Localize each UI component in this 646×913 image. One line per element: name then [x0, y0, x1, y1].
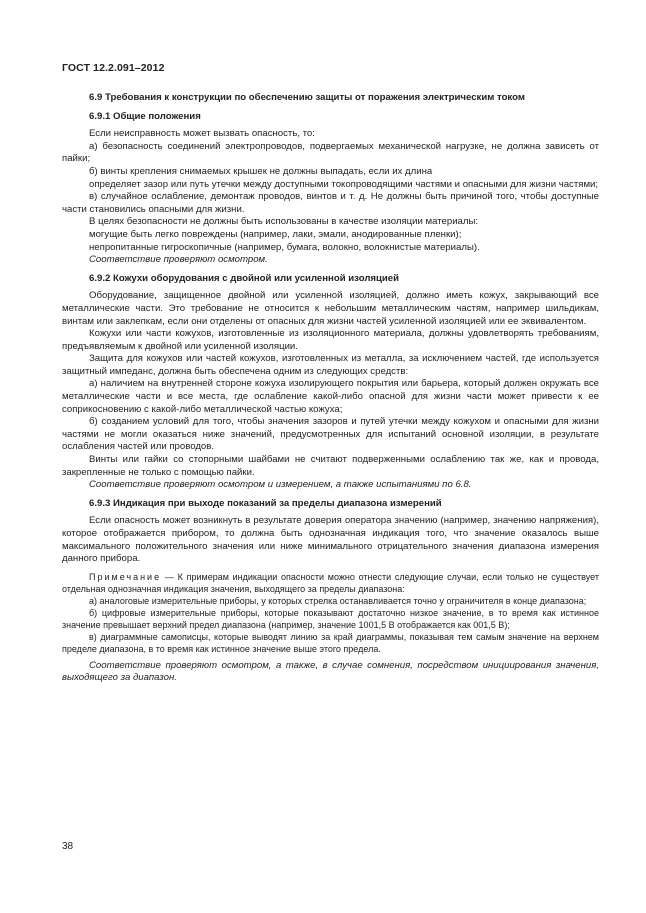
note-item: б) цифровые измерительные приборы, которые показывают достаточно низкое значение, в то время как истинное значение превышает верхний предел диапазона (например, значение 1001,5 В отображается как 001,5 В); [62, 607, 599, 630]
compliance-note: Соответствие проверяют осмотром, а также, в случае сомнения, посредством инициирования значения, выходящего за диапазон. [62, 659, 599, 684]
section-6-9-2-body [62, 290, 599, 492]
page-content [62, 86, 599, 685]
paragraph: а) наличием на внутренней стороне кожуха изолирующего покрытия или барьера, который должен окружать все металлические части и все места, где ослабление какой-либо опасной для жизни части может привести к ее соприкосновению с какой-либо металлической частью кожуха; [62, 378, 599, 415]
paragraph: непропитанные гигроскопичные (например, бумага, волокно, волокнистые материалы). [89, 241, 480, 253]
note-block [62, 571, 599, 655]
note-label: Примечание [89, 571, 162, 582]
paragraph: а) безопасность соединений электропроводов, подвергаемых механической нагрузке, не должна зависеть от пайки; [62, 140, 599, 165]
section-6-9-3-title: 6.9.3 Индикация при выходе показаний за пределы диапазона измерений [89, 497, 442, 509]
paragraph: Кожухи или части кожухов, изготовленные из изоляционного материала, должны удовлетворять требованиям, предъявляемым к двойной или усиленной изоляции. [62, 328, 599, 352]
note-item: а) аналоговые измерительные приборы, у которых стрелка останавливается точно у ограничителя в конце диапазона; [89, 595, 587, 606]
paragraph: Винты или гайки со стопорными шайбами не считают подверженными ослаблению так же, как и провода, закрепленные не только с помощью пайки. [62, 454, 599, 478]
section-6-9-1-body [62, 128, 599, 267]
section-6-9-3-body [62, 515, 599, 685]
note-text: — К примерам индикации опасности можно отнести следующие случаи, если только не существует отдельная однозначная индикация значения, выходящего за пределы диапазона: [62, 571, 599, 594]
paragraph: в) случайное ослабление, демонтаж проводов, винтов и т. д. Не должны быть причиной того, чтобы доступные части становились опасными для жизни. [62, 191, 599, 215]
paragraph: б) винты крепления снимаемых крышек не должны выпадать, если их длина [89, 165, 433, 177]
note-item: в) диаграммные самописцы, которые выводят линию за край диаграммы, показывая тем самым значение на верхнем пределе диапазона, в то время как истинное значение выше этого предела. [62, 631, 599, 654]
paragraph: могущие быть легко повреждены (например, лаки, эмали, анодированные пленки); [89, 228, 462, 240]
note-intro [62, 571, 599, 595]
section-6-9-1-title: 6.9.1 Общие положения [89, 110, 201, 122]
section-6-9-title: 6.9 Требования к конструкции по обеспечению защиты от поражения электрическим током [89, 92, 525, 103]
paragraph: определяет зазор или путь утечки между доступными токопроводящими частями и опасными для жизни частями; [89, 178, 599, 190]
paragraph: В целях безопасности не должны быть использованы в качестве изоляции материалы: [89, 216, 479, 228]
paragraph: Если неисправность может вызвать опасность, то: [89, 128, 315, 140]
compliance-note: Соответствие проверяют осмотром. [89, 254, 268, 266]
paragraph: б) созданием условий для того, чтобы значения зазоров и путей утечки между кожухом и опасными для жизни частями не могли оказаться ниже значений, предусмотренных для испытаний основной изоляции, в результате ослабления частей или проводов. [62, 416, 599, 453]
paragraph: Защита для кожухов или частей кожухов, изготовленных из металла, за исключением частей, где используется защитный импеданс, должна быть обеспечена одним из следующих средств: [62, 353, 599, 377]
paragraph: Оборудование, защищенное двойной или усиленной изоляцией, должно иметь кожух, закрывающий все металлические части. Это требование не относится к небольшим металлическим частям, например шильдикам, винтам или заклепкам, если они отделены от опасных для жизни частей усиленной изоляцией или ее эквивалентом. [62, 290, 599, 327]
page-number: 38 [62, 841, 74, 852]
document-code: ГОСТ 12.2.091–2012 [62, 62, 165, 74]
compliance-note: Соответствие проверяют осмотром и измерением, а также испытаниями по 6.8. [89, 479, 472, 491]
paragraph: Если опасность может возникнуть в результате доверия оператора значению (например, значению напряжения), которое отображается прибором, то должна быть однозначная индикация того, что значение оказалось выше максимального положительного значения или ниже минимального отрицательного значения диапазона измерения данного прибора. [62, 515, 599, 565]
section-6-9-2-title: 6.9.2 Кожухи оборудования с двойной или усиленной изоляцией [89, 272, 400, 284]
